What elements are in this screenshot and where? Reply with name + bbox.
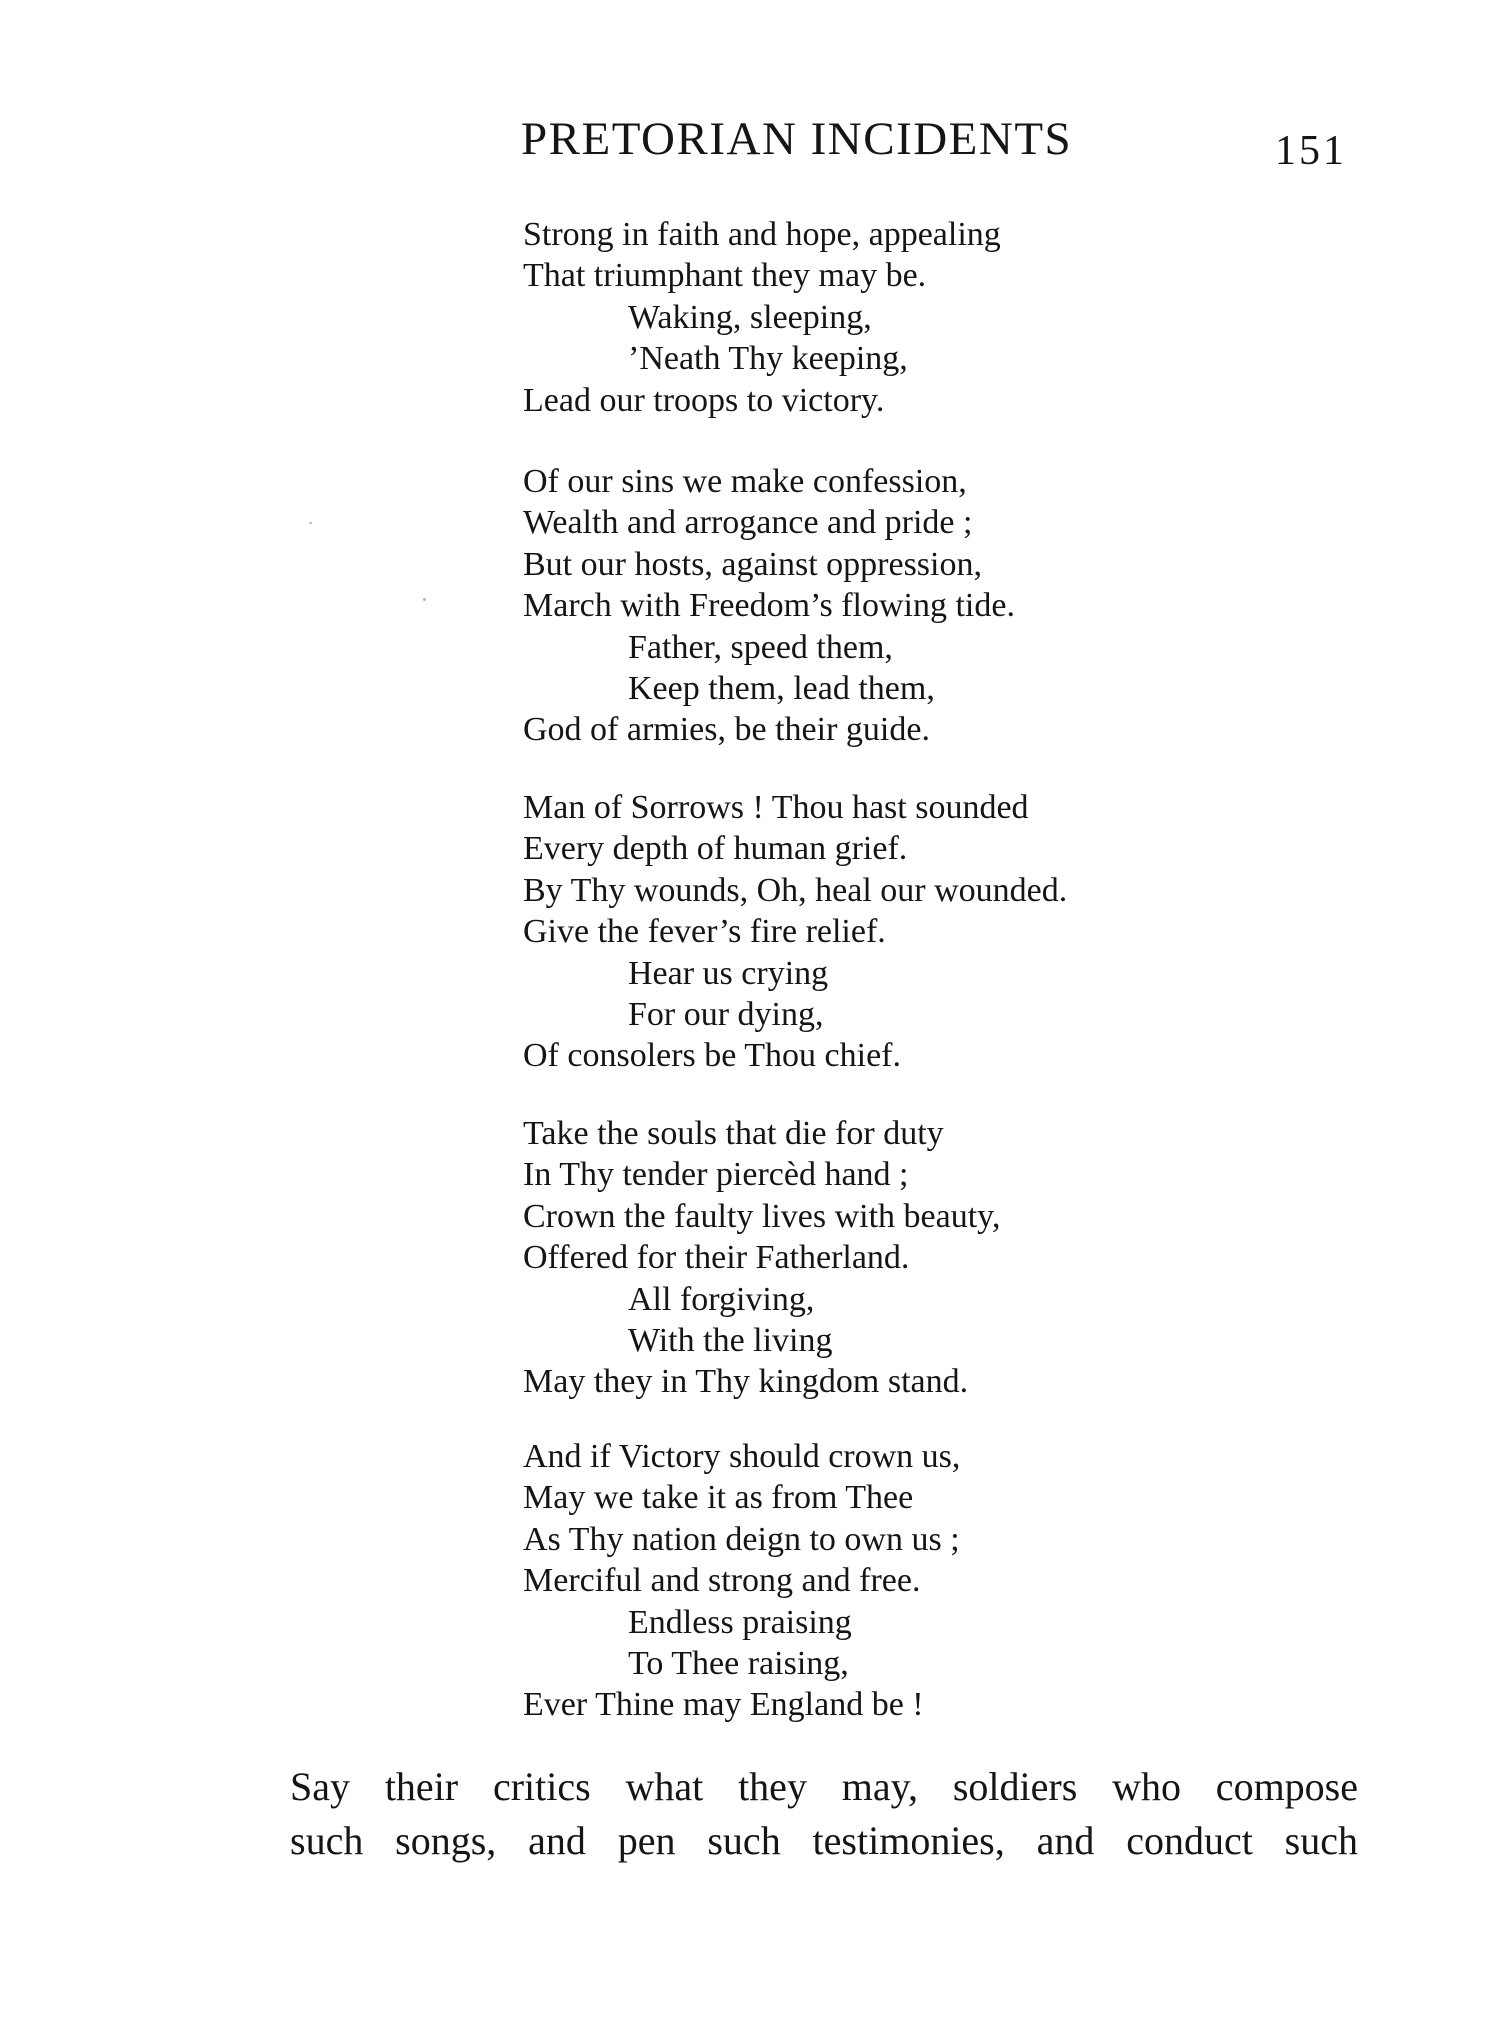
verse-line: Man of Sorrows ! Thou hast sounded [523,789,1029,826]
stanza-2 [523,461,1015,751]
verse-line: Take the souls that die for duty [523,1115,944,1152]
verse-line-indented: Hear us crying [628,954,829,992]
verse-line: May we take it as from Thee [523,1479,914,1517]
verse-line-indented: Keep them, lead them, [628,669,935,707]
verse-line: Lead our troops to victory. [523,381,885,419]
verse-line: Every depth of human grief. [523,830,908,868]
verse-line: As Thy nation deign to own us ; [523,1520,960,1558]
stanza-1 [523,214,1001,421]
verse-line-indented: Father, speed them, [628,628,893,666]
verse-line: That triumphant they may be. [523,257,927,295]
verse-line: Of our sins we make confession, [523,463,967,500]
stanza-5 [523,1436,960,1726]
verse-line-indented: Waking, sleeping, [628,298,872,336]
verse-line-indented: To Thee raising, [628,1644,849,1682]
verse-line: And if Victory should crown us, [523,1438,961,1475]
prose-paragraph [290,1760,1358,1868]
verse-line-indented: With the living [628,1321,833,1359]
verse-line-indented: Endless praising [628,1603,852,1641]
verse-line: May they in Thy kingdom stand. [523,1363,969,1401]
verse-line-indented: All forgiving, [628,1280,815,1318]
verse-line: Of consolers be Thou chief. [523,1037,901,1075]
paper-speck [423,598,426,601]
verse-line-indented: For our dying, [628,995,824,1033]
page-number: 151 [1275,128,1347,174]
verse-line: By Thy wounds, Oh, heal our wounded. [523,871,1068,909]
verse-line: Offered for their Fatherland. [523,1239,910,1277]
verse-line: But our hosts, against oppression, [523,545,982,583]
verse-line: Wealth and arrogance and pride ; [523,504,973,542]
verse-line: March with Freedom’s flowing tide. [523,587,1015,625]
verse-line: Merciful and strong and free. [523,1562,921,1600]
stanza-3 [523,787,1067,1077]
running-head-title: PRETORIAN INCIDENTS [521,113,1073,165]
verse-line: God of armies, be their guide. [523,711,930,749]
stanza-4 [523,1113,1000,1403]
paper-speck [309,522,312,524]
verse-line-indented: ’Neath Thy keeping, [628,340,908,378]
verse-line: In Thy tender piercèd hand ; [523,1156,909,1194]
prose-line: such songs, and pen such testimonies, and conduct such [290,1818,1358,1863]
verse-line: Give the fever’s fire relief. [523,913,886,951]
verse-line: Crown the faulty lives with beauty, [523,1197,1001,1235]
verse-line: Ever Thine may England be ! [523,1686,924,1724]
prose-line: Say their critics what they may, soldiers who compose [290,1764,1358,1809]
verse-line: Strong in faith and hope, appealing [523,216,1001,253]
